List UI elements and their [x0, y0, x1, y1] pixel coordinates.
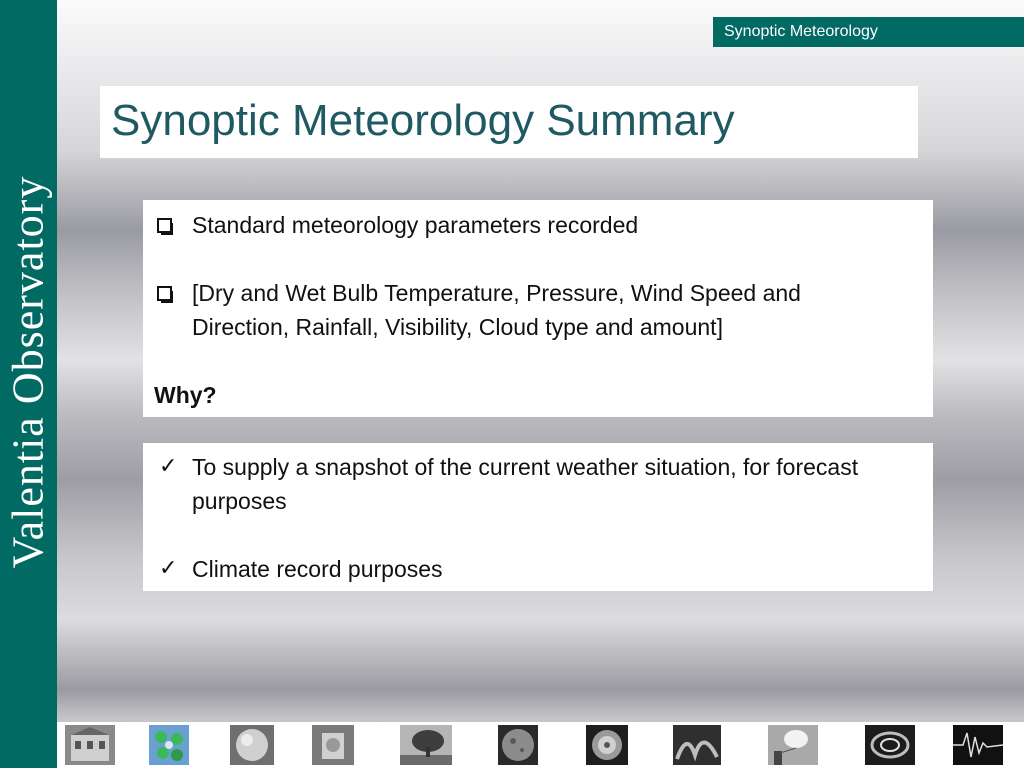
building-photo-icon — [65, 725, 115, 765]
parameters-box — [143, 200, 933, 417]
list-item-text: To supply a snapshot of the current weather situation, for forecast purposes — [192, 454, 859, 514]
weather-balloon-icon — [768, 725, 818, 765]
sphere-photo-icon — [230, 725, 274, 765]
checkbox-square-icon — [157, 286, 172, 301]
check-mark-icon: ✓ — [159, 556, 178, 581]
slide-title: Synoptic Meteorology Summary — [111, 96, 735, 145]
sidebar-band — [0, 0, 57, 768]
list-item-text: Standard meteorology parameters recorded — [192, 212, 639, 238]
sun-disk-icon — [498, 725, 538, 765]
thumbnail-strip — [57, 722, 1024, 768]
check-mark-icon: ✓ — [159, 454, 178, 479]
list-item-text: Climate record purposes — [192, 556, 443, 582]
tree-photo-icon — [400, 725, 452, 765]
reasons-box — [143, 443, 933, 591]
aurora-photo-icon — [673, 725, 721, 765]
list-item-text: [Dry and Wet Bulb Temperature, Pressure, Wind Speed and Direction, Rainfall, Visibility, Cloud type and amount] — [192, 280, 801, 340]
instrument-photo-icon — [312, 725, 354, 765]
globe-dish-icon — [586, 725, 628, 765]
sidebar-title: Valentia Observatory — [3, 175, 53, 569]
header-tag: Synoptic Meteorology — [713, 17, 1024, 47]
why-heading: Why? — [154, 382, 217, 408]
swirl-photo-icon — [865, 725, 915, 765]
crystal-structure-icon — [149, 725, 189, 765]
title-box — [100, 86, 918, 158]
seismograph-icon — [953, 725, 1003, 765]
checkbox-square-icon — [157, 218, 172, 233]
